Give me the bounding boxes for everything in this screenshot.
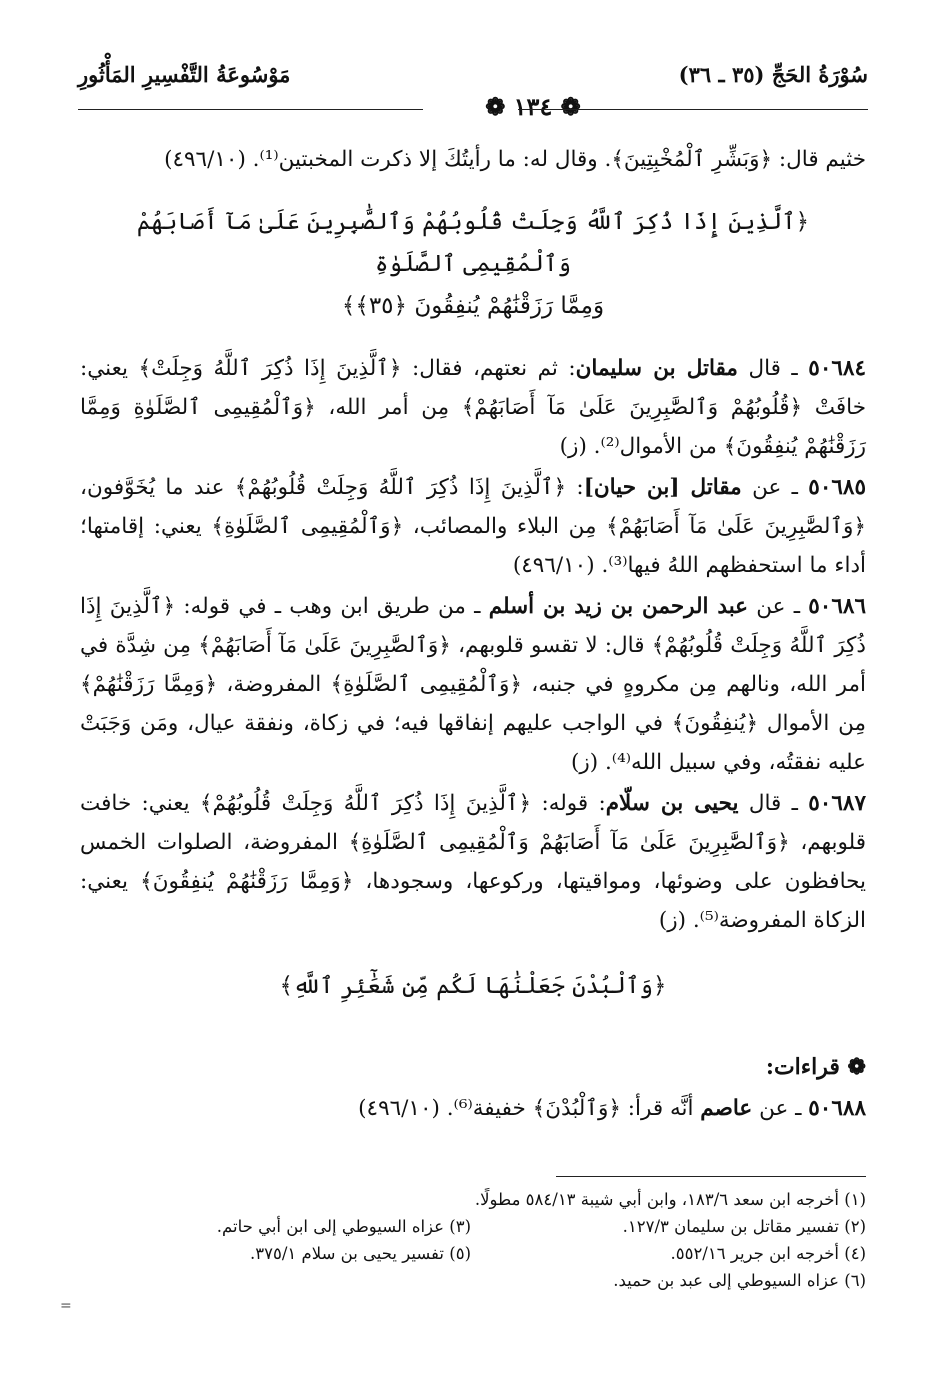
footnote-rule	[556, 1176, 866, 1177]
narrator-name: عبد الرحمن بن زيد بن أسلم	[488, 594, 749, 619]
narration-verb: ـ قال	[748, 356, 798, 381]
narrator-name: مقاتل بن سليمان	[575, 356, 738, 381]
narration-50686	[80, 587, 866, 782]
narration-number: ٥٠٦٨٦	[808, 594, 866, 619]
page-body	[80, 140, 866, 1130]
narration-number: ٥٠٦٨٤	[808, 356, 867, 381]
narrator-name: يحيى بن سلّام	[605, 791, 739, 816]
rule-right	[518, 109, 868, 110]
narration-50687	[80, 784, 866, 940]
footnote-3: (٣) عزاه السيوطي إلى ابن أبي حاتم.	[216, 1217, 471, 1236]
footnote-5: (٥) تفسير يحيى بن سلام ٣٧٥/١.	[250, 1244, 471, 1263]
book-title: مَوْسُوعَةُ التَّفْسِيرِ المَأْثُورِ	[78, 62, 291, 87]
footnotes	[80, 1186, 866, 1294]
narration-number: ٥٠٦٨٨	[808, 1096, 866, 1121]
narration-text: أنَّه قرأ: ﴿وَٱلْبُدْنَ﴾ خفيفة⁽⁶⁾. (٤٩٦/١٠)	[358, 1096, 701, 1121]
footnote-4: (٤) أخرجه ابن جرير ٥٥٢/١٦.	[670, 1244, 866, 1263]
page-number: ❁ ١٣٤ ❁	[485, 92, 581, 121]
verse-line-1: ﴿ٱلَّذِينَ إِذَا ذُكِرَ ٱللَّهُ وَجِلَتْ قُلُوبُهُمْ وَٱلصَّٰبِرِينَ عَلَىٰ مَآ أَصَابَهُمْ وَٱلْمُقِيمِى ٱلصَّلَوٰةِ	[136, 209, 810, 277]
section-heading-qiraat: ❁ قراءات:	[765, 1054, 866, 1080]
narration-50688	[80, 1089, 866, 1128]
narration-number: ٥٠٦٨٥	[808, 475, 867, 500]
narrator-name: مقاتل [بن حيان]	[583, 475, 742, 500]
footnote-1: (١) أخرجه ابن سعد ١٨٣/٦، وابن أبي شيبة ٥٨٤/١٣ مطولًا.	[474, 1190, 866, 1209]
page-number-value: ١٣٤	[513, 92, 553, 121]
footnote-row-3	[80, 1240, 866, 1267]
narration-text: : قوله: ﴿ٱلَّذِينَ إِذَا ذُكِرَ ٱللَّهُ وَجِلَتْ قُلُوبُهُمْ﴾ يعني: خافت قلوبهم، ﴿وَٱلصَّٰبِرِينَ عَلَىٰ مَآ أَصَابَهُمْ وَٱلْمُقِيمِى ٱلصَّلَوٰةِ﴾ المفروضة، الصلوات الخمس يحافظون على وضوئها، ومواقيتها، وركوعها، وسجودها، ﴿وَمِمَّا رَزَقْنَٰهُمْ يُنفِقُونَ﴾ يعني: الزكاة المفروضة⁽⁵⁾. (ز)	[80, 791, 866, 933]
page-header	[78, 62, 868, 98]
narration-verb: ـ قال	[748, 791, 798, 816]
footnote-6: (٦) عزاه السيوطي إلى عبد بن حميد.	[613, 1271, 866, 1290]
narration-text: : ﴿ٱلَّذِينَ إِذَا ذُكِرَ ٱللَّهُ وَجِلَتْ قُلُوبُهُمْ﴾ عند ما يُخَوَّفون، ﴿وَٱلصَّٰبِرِينَ عَلَىٰ مَآ أَصَابَهُمْ﴾ مِن البلاء والمصائب، ﴿وَٱلْمُقِيمِى ٱلصَّلَوٰةِ﴾ يعني: إقامتها؛ أداء ما استحفظهم اللهُ فيها⁽³⁾. (٤٩٦/١٠)	[80, 475, 866, 578]
narration-verb: ـ عن	[759, 1096, 802, 1121]
quran-verse-35	[80, 201, 866, 327]
paragraph-continuation: خثيم قال: ﴿وَبَشِّرِ ٱلْمُخْبِتِينَ﴾. وقال له: ما رأيتُكَ إلا ذكرت المخبتين⁽¹⁾. (٤٩٦/١٠)	[164, 147, 866, 172]
surah-title: سُوْرَةُ الحَجِّ (٣٥ ـ ٣٦)	[678, 62, 868, 87]
footnote-row-2	[80, 1213, 866, 1240]
quran-verse-36: ﴿وَٱلْبُدْنَ جَعَلْنَٰهَا لَكُم مِّن شَعَٰٓئِرِ ٱللَّهِ﴾	[279, 973, 667, 999]
narration-number: ٥٠٦٨٧	[808, 791, 866, 816]
narration-50685	[80, 468, 866, 585]
rule-left	[78, 109, 423, 110]
narration-50684	[80, 349, 866, 466]
narration-text: ـ من طريق ابن وهب ـ في قوله: ﴿ٱلَّذِينَ إِذَا ذُكِرَ ٱللَّهُ وَجِلَتْ قُلُوبُهُمْ﴾ قال: لا تقسو قلوبهم، ﴿وَٱلصَّٰبِرِينَ عَلَىٰ مَآ أَصَابَهُمْ﴾ مِن شِدَّة في أمر الله، ونالهم مِن مكروهٍ في جنبه، ﴿وَٱلْمُقِيمِى ٱلصَّلَوٰةِ﴾ المفروضة، ﴿وَمِمَّا رَزَقْنَٰهُمْ﴾ مِن الأموال ﴿يُنفِقُونَ﴾ في الواجب عليهم إنفاقها فيه؛ في زكاة، ونفقة عيال، ومَن وَجَبَتْ عليه نفقتُه، وفي سبيل الله⁽⁴⁾. (ز)	[80, 594, 866, 775]
header-rule	[78, 92, 868, 121]
margin-mark: =	[60, 1298, 72, 1314]
footnote-2: (٢) تفسير مقاتل بن سليمان ١٢٧/٣.	[622, 1217, 866, 1236]
narration-text: : ثم نعتهم، فقال: ﴿ٱلَّذِينَ إِذَا ذُكِرَ ٱللَّهُ وَجِلَتْ﴾ يعني: خافَتْ ﴿قُلُوبُهُمْ وَٱلصَّٰبِرِينَ عَلَىٰ مَآ أَصَابَهُمْ﴾ مِن أمر الله، ﴿وَٱلْمُقِيمِى ٱلصَّلَوٰةِ وَمِمَّا رَزَقْنَٰهُمْ يُنفِقُونَ﴾ من الأموال⁽²⁾. (ز)	[80, 356, 866, 459]
narration-verb: ـ عن	[752, 475, 798, 500]
verse-line-2: وَمِمَّا رَزَقْنَٰهُمْ يُنفِقُونَ ﴿٣٥﴾﴾	[341, 293, 605, 319]
narration-verb: ـ عن	[756, 594, 800, 619]
narrator-name: عاصم	[700, 1096, 753, 1121]
